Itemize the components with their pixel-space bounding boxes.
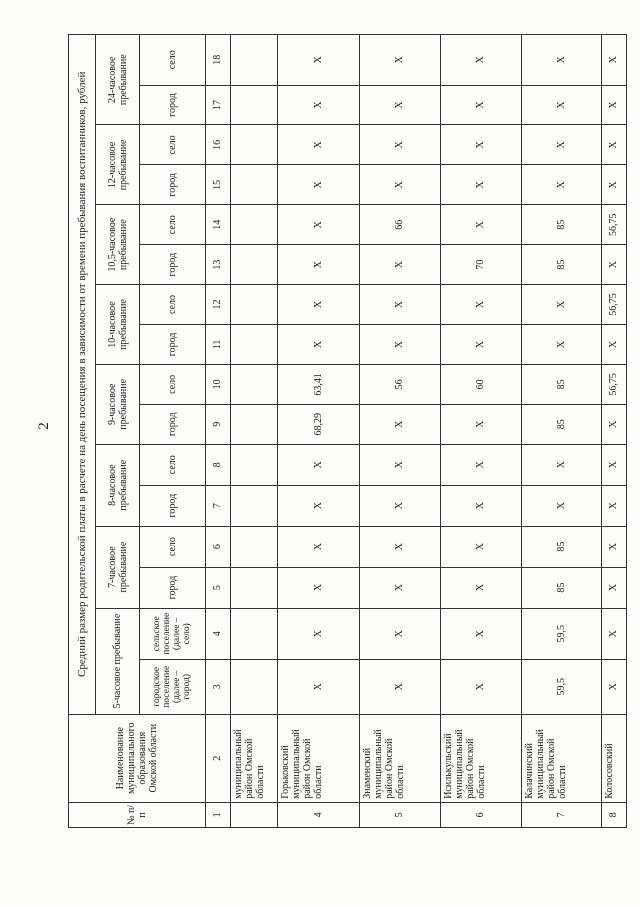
col-number: 5 [205,567,230,608]
subheader-city: город [139,245,205,285]
column-number-row [205,35,230,828]
group-9h: 9-часовое пребывание [96,364,139,444]
cell-value [231,659,278,714]
cell-value: 68,29 [277,404,359,444]
col-number: 6 [205,526,230,567]
subheader-village: сельское поселение (далее – село) [139,608,205,659]
cell-value [231,245,278,285]
cell-value: Х [359,125,440,165]
cell-value: Х [601,125,626,165]
cell-value: 85 [521,526,601,567]
row-name: муниципальный район Омской области [231,714,278,802]
cell-value: Х [440,526,521,567]
header-caption: Средний размер родительской платы в расчете на день посещения в зависимости от времени пребывания воспитанников, рублей [69,35,96,715]
subheader-village: село [139,125,205,165]
row-no: 7 [521,802,601,827]
cell-value: Х [601,485,626,526]
cell-value: Х [277,285,359,325]
cell-value: Х [277,125,359,165]
table-row [277,35,359,828]
subheader-city: город [139,567,205,608]
row-name: Исилькульский муниципальный район Омской области [440,714,521,802]
cell-value [231,567,278,608]
header-name: Наименование муниципального образования Омской области [69,714,206,802]
cell-value: Х [277,485,359,526]
subheader-city: город [139,85,205,125]
cell-value: Х [440,567,521,608]
group-7h: 7-часовое пребывание [96,526,139,608]
table-row [231,35,278,828]
subheader-city: город [139,325,205,365]
col-number: 16 [205,125,230,165]
subheader-city: город [139,165,205,205]
cell-value [231,404,278,444]
table-row [359,35,440,828]
cell-value: Х [440,404,521,444]
cell-value [231,325,278,365]
subheader-village: село [139,285,205,325]
cell-value: Х [277,526,359,567]
col-number: 12 [205,285,230,325]
subheader-village: село [139,205,205,245]
col-number: 17 [205,85,230,125]
cell-value: 85 [521,364,601,404]
table-row [601,35,626,828]
subheader-row [139,35,205,828]
col-number: 4 [205,608,230,659]
cell-value: Х [359,325,440,365]
cell-value: Х [359,245,440,285]
subheader-village: село [139,35,205,86]
table-row [521,35,601,828]
cell-value: Х [359,35,440,86]
row-name: Колосовский [601,714,626,802]
row-name: Калачинский муниципальный район Омской области [521,714,601,802]
table-rotated-container [68,34,627,828]
cell-value: Х [440,85,521,125]
cell-value: 60 [440,364,521,404]
col-number: 13 [205,245,230,285]
cell-value: Х [521,444,601,485]
cell-value: Х [440,285,521,325]
cell-value: Х [601,444,626,485]
col-number: 18 [205,35,230,86]
page-number: 2 [36,422,52,430]
cell-value: Х [277,659,359,714]
cell-value: Х [277,165,359,205]
cell-value: Х [359,485,440,526]
cell-value [231,125,278,165]
cell-value: 70 [440,245,521,285]
cell-value: Х [277,444,359,485]
group-12h: 12-часовое пребывание [96,125,139,205]
col-number: 14 [205,205,230,245]
caption-row [69,35,96,828]
cell-value: Х [359,567,440,608]
cell-value [231,85,278,125]
cell-value: 66 [359,205,440,245]
cell-value: Х [277,85,359,125]
cell-value [231,35,278,86]
row-no: 6 [440,802,521,827]
cell-value: Х [359,404,440,444]
row-no: 4 [277,802,359,827]
group-8h: 8-часовое пребывание [96,444,139,526]
group-10h: 10-часовое пребывание [96,285,139,365]
cell-value: Х [440,659,521,714]
cell-value [231,444,278,485]
cell-value: Х [601,35,626,86]
row-name: Знаменский муниципальный район Омской области [359,714,440,802]
cell-value: Х [359,526,440,567]
cell-value: Х [601,567,626,608]
cell-value: Х [601,608,626,659]
group-10-5h: 10,5-часовое пребывание [96,205,139,285]
cell-value: 85 [521,567,601,608]
cell-value: Х [601,325,626,365]
cell-value [231,364,278,404]
cell-value: Х [359,85,440,125]
cell-value: Х [521,285,601,325]
cell-value [231,205,278,245]
cell-value: Х [277,245,359,285]
fee-table [68,34,627,828]
cell-value: 56,75 [601,205,626,245]
header-no: № п/п [69,802,206,827]
row-name: Горьковский муниципальный район Омской области [277,714,359,802]
cell-value: Х [440,325,521,365]
cell-value: Х [277,35,359,86]
cell-value: 85 [521,205,601,245]
cell-value: Х [521,125,601,165]
cell-value: Х [440,444,521,485]
cell-value: Х [359,444,440,485]
col-number: 10 [205,364,230,404]
cell-value: 63,41 [277,364,359,404]
col-number: 15 [205,165,230,205]
subheader-city: городское поселение (далее – город) [139,659,205,714]
cell-value [231,526,278,567]
col-number: 2 [205,714,230,802]
cell-value: Х [440,35,521,86]
cell-value: Х [277,608,359,659]
cell-value: Х [601,526,626,567]
col-number: 8 [205,444,230,485]
cell-value: Х [521,165,601,205]
cell-value: Х [601,404,626,444]
cell-value: Х [440,125,521,165]
subheader-city: город [139,485,205,526]
cell-value: Х [521,35,601,86]
cell-value: Х [277,567,359,608]
subheader-city: город [139,404,205,444]
row-no: 5 [359,802,440,827]
cell-value: 85 [521,404,601,444]
cell-value: Х [521,85,601,125]
cell-value: Х [601,659,626,714]
col-number: 7 [205,485,230,526]
cell-value: 56,75 [601,364,626,404]
cell-value: Х [359,165,440,205]
group-24h: 24-часовое пребывание [96,35,139,125]
cell-value: 59,5 [521,659,601,714]
cell-value: Х [277,325,359,365]
row-no: 8 [601,802,626,827]
cell-value: Х [359,608,440,659]
row-no [231,802,278,827]
cell-value: Х [359,659,440,714]
group-5h: 5-часовое пребывание [96,608,139,714]
group-row [96,35,139,828]
col-number: 3 [205,659,230,714]
cell-value: Х [440,485,521,526]
col-number: 1 [205,802,230,827]
subheader-village: село [139,444,205,485]
cell-value: Х [440,205,521,245]
cell-value: Х [601,245,626,285]
cell-value: 56,75 [601,285,626,325]
cell-value: 59,5 [521,608,601,659]
table-row [440,35,521,828]
cell-value [231,485,278,526]
col-number: 9 [205,404,230,444]
cell-value: 85 [521,245,601,285]
cell-value [231,608,278,659]
col-number: 11 [205,325,230,365]
cell-value: Х [440,608,521,659]
cell-value [231,165,278,205]
cell-value: Х [601,85,626,125]
cell-value: Х [359,285,440,325]
subheader-village: село [139,364,205,404]
cell-value: Х [277,205,359,245]
cell-value: Х [521,325,601,365]
cell-value: Х [440,165,521,205]
cell-value: 56 [359,364,440,404]
cell-value: Х [601,165,626,205]
subheader-village: село [139,526,205,567]
cell-value: Х [521,485,601,526]
cell-value [231,285,278,325]
